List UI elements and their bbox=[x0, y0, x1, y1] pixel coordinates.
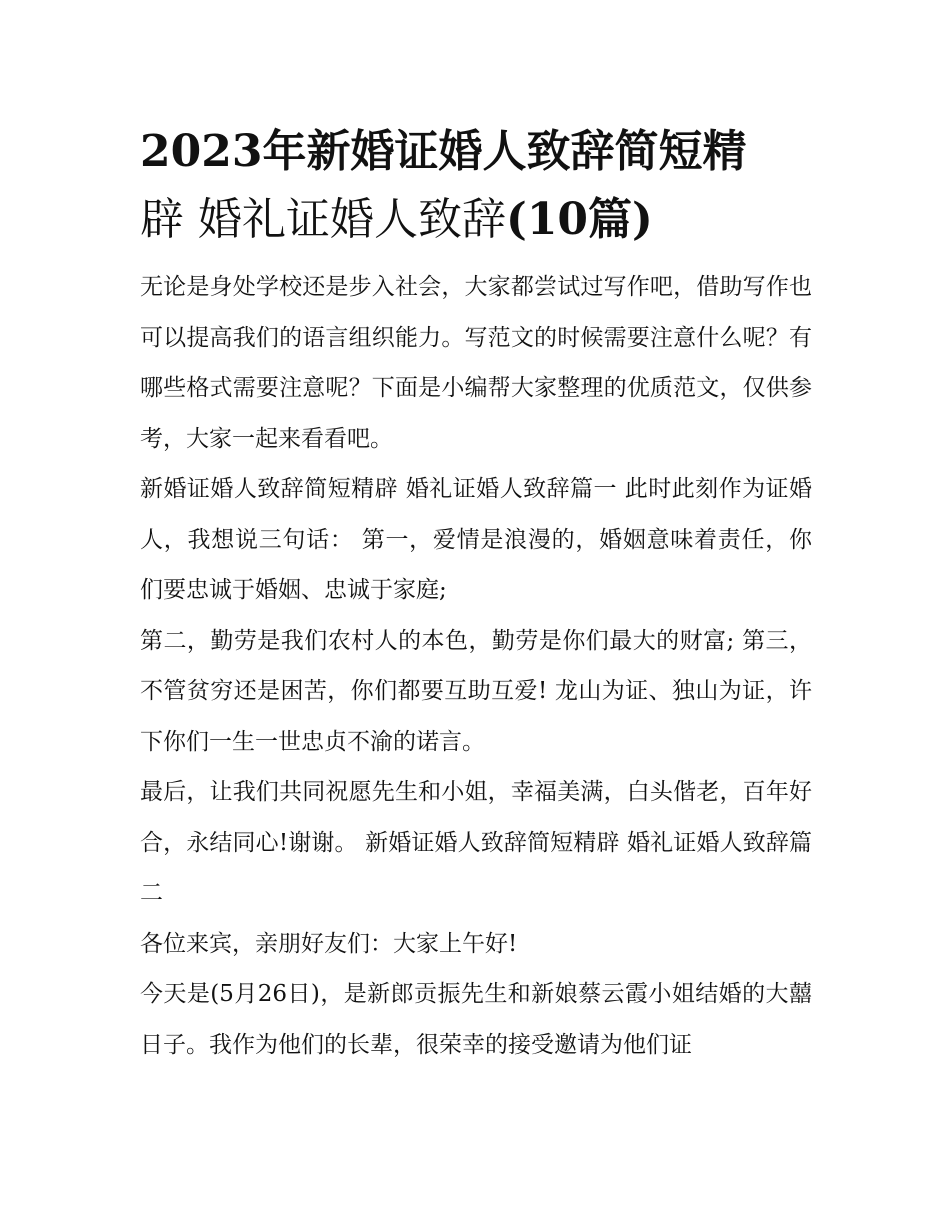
paragraph-speech-1: 新婚证婚人致辞简短精辟 婚礼证婚人致辞篇一 此时此刻作为证婚人，我想说三句话： 第一，爱情是浪漫的，婚姻意味着责任，你们要忠诚于婚姻、忠诚于家庭; bbox=[140, 476, 812, 603]
paragraph-intro: 无论是身处学校还是步入社会，大家都尝试过写作吧，借助写作也可以提高我们的语言组织能力。写范文的时候需要注意什么呢？有哪些格式需要注意呢？下面是小编帮大家整理的优质范文，仅供参考，大家一起来看看吧。 bbox=[140, 274, 812, 452]
document-page bbox=[140, 118, 812, 1070]
title-line-2 bbox=[140, 186, 812, 254]
paragraph-speech-1-cont: 第二，勤劳是我们农村人的本色，勤劳是你们最大的财富; 第三，不管贫穷还是困苦，你们都要互助互爱! 龙山为证、独山为证，许下你们一生一世忠贞不渝的诺言。 bbox=[140, 627, 812, 755]
title-line-2-count: (10篇) bbox=[506, 194, 653, 245]
paragraph-speech-2: 今天是(5月26日)，是新郎贡振先生和新娘蔡云霞小姐结婚的大囍日子。我作为他们的长辈，很荣幸的接受邀请为他们证 bbox=[140, 981, 812, 1058]
paragraph-speech-1-end: 最后，让我们共同祝愿先生和小姐，幸福美满，白头偕老，百年好合，永结同心!谢谢。 新婚证婚人致辞简短精辟 婚礼证婚人致辞篇二 bbox=[140, 779, 812, 906]
document-title bbox=[140, 118, 812, 254]
title-line-2-text: 辟 婚礼证婚人致辞 bbox=[140, 194, 506, 245]
paragraph-greeting: 各位来宾，亲朋好友们：大家上午好! bbox=[140, 930, 518, 957]
title-line-1: 2023年新婚证婚人致辞简短精 bbox=[140, 126, 747, 177]
